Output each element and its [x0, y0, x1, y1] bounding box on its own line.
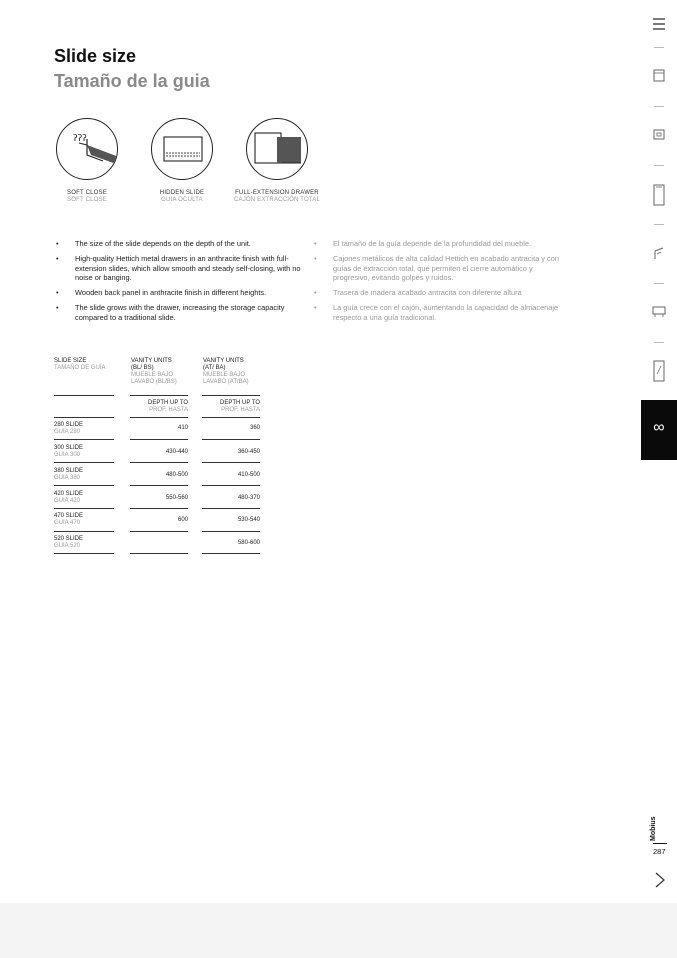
bullet-item: • The size of the slide depends on the depth of the unit. [56, 239, 301, 248]
row-rule [130, 417, 188, 418]
menu-icon[interactable] [651, 16, 667, 32]
row-rule [54, 417, 114, 418]
row-rule [54, 508, 114, 509]
door-icon[interactable] [651, 360, 667, 382]
row-rule [130, 485, 188, 486]
header-vanity-at-ba [203, 358, 249, 386]
depth-label: DEPTH UP TO [147, 400, 188, 406]
header-label: VANITY UNITS [203, 358, 244, 364]
sidebar-divider [654, 47, 664, 48]
tall-cabinet-icon[interactable] [651, 184, 667, 206]
header-label: (AT/ BA) [203, 365, 226, 371]
header-rule [202, 395, 260, 396]
depth-label-es: PROF. HASTA [149, 407, 188, 413]
row-rule [130, 439, 188, 440]
row-rule [202, 462, 260, 463]
table-cell: 480-370 [237, 495, 260, 501]
bullet-list-en [56, 239, 301, 328]
bullet-item: • High-quality Hettich metal drawers in an anthracite finish with full-extension slides, which allow smooth and steady self-closing, with no noise or banging. [56, 254, 301, 282]
sidebar-divider [654, 224, 664, 225]
row-label: 470 SLIDE [54, 513, 84, 519]
sidebar-divider [654, 342, 664, 343]
page-title: Slide size [54, 46, 137, 66]
row-label-es: GUIA 280 [54, 429, 81, 435]
row-label-es: GUIA 470 [54, 520, 81, 526]
feature-label-es: GUIA OCULTA [161, 197, 203, 203]
feature-label: HIDDEN SLIDE [159, 190, 205, 196]
table-cell: 580-600 [237, 540, 260, 546]
row-label: 280 SLIDE [54, 422, 84, 428]
table-cell: 360 [249, 425, 260, 431]
table-cell: 530-540 [237, 517, 260, 523]
depth-header [202, 400, 260, 414]
row-label: 420 SLIDE [54, 491, 84, 497]
header-label-es: LAVABO (AT/BA) [203, 379, 249, 385]
header-label: (BL/ BS) [131, 365, 154, 371]
table-cell: 360-450 [237, 449, 260, 455]
header-label: SLIDE SIZE [54, 358, 87, 364]
mirror-icon[interactable] [651, 303, 667, 319]
header-label-es: MUEBLE BAJO [131, 372, 174, 378]
row-rule [202, 553, 260, 554]
row-label-es: GUIA 520 [54, 543, 81, 549]
feature-label-es: CAJÓN EXTRACCIÓN TOTAL [233, 197, 321, 203]
feature-full-extension [222, 118, 332, 203]
row-label: 300 SLIDE [54, 445, 84, 451]
table-row-label [54, 468, 83, 482]
header-slide-size [54, 358, 106, 372]
svg-text:ʔʔʔ: ʔʔʔ [73, 134, 87, 144]
page-number-rule [653, 843, 667, 844]
bullet-item: • The slide grows with the drawer, increasing the storage capacity compared to a traditional slide. [56, 303, 301, 322]
drawer-icon[interactable] [651, 126, 667, 142]
row-rule [202, 508, 260, 509]
row-rule [202, 439, 260, 440]
page-subtitle: Tamaño de la guia [54, 71, 210, 91]
depth-label: DEPTH UP TO [219, 400, 260, 406]
infinity-icon[interactable]: ∞ [641, 400, 677, 460]
full-extension-drawer-icon [246, 118, 308, 180]
sidebar-divider [654, 165, 664, 166]
bullet-item: • Wooden back panel in anthracite finish in different heights. [56, 288, 301, 297]
depth-header [130, 400, 188, 414]
bullet-item: • El tamaño de la guía depende de la profundidad del mueble. [314, 239, 559, 248]
header-label-es: MUEBLE BAJO [203, 372, 246, 378]
table-cell: 550-560 [165, 495, 188, 501]
row-label-es: GUIA 420 [54, 498, 81, 504]
table-row-label [54, 513, 83, 527]
header-vanity-bl-bs [131, 358, 177, 386]
row-rule [130, 553, 188, 554]
row-label-es: GUIA 300 [54, 452, 81, 458]
row-label: 520 SLIDE [54, 536, 84, 542]
feature-soft-close [32, 118, 142, 203]
row-rule [130, 508, 188, 509]
chevron-right-icon[interactable] [652, 870, 668, 890]
table-cell: 410-500 [237, 472, 260, 478]
feature-label-es: SOFT CLOSE [67, 197, 107, 203]
header-label-es: LAVABO (BL/BS) [131, 379, 177, 385]
table-row-label [54, 491, 83, 505]
table-row-label [54, 536, 83, 550]
header-rule [54, 395, 114, 396]
row-rule [130, 531, 188, 532]
bullet-item: • Trasera de madera acabado antracita con diferente altura [314, 288, 559, 297]
feature-hidden-slide [127, 118, 237, 203]
row-rule [202, 417, 260, 418]
row-rule [54, 439, 114, 440]
sidebar-divider [654, 106, 664, 107]
brand-name: Mobius [650, 816, 657, 841]
feature-icons [54, 118, 344, 208]
header-label: VANITY UNITS [131, 358, 172, 364]
header-rule [130, 395, 188, 396]
faucet-icon[interactable] [651, 245, 667, 261]
table-cell: 480-500 [165, 472, 188, 478]
table-cell: 410 [177, 425, 188, 431]
cabinet-icon[interactable] [651, 67, 667, 83]
header-label-es: TAMAÑO DE GUÍA [54, 365, 106, 371]
row-label-es: GUIA 380 [54, 475, 81, 481]
table-row-label [54, 422, 83, 436]
bullet-item: • La guía crece con el cajón, aumentando la capacidad de almacenaje respecto a una guía tradicional. [314, 303, 559, 322]
page-number: 287 [653, 847, 666, 856]
depth-label-es: PROF. HASTA [221, 407, 260, 413]
bullet-item: • Cajones metálicos de alta calidad Hettich en acabado antracita y con guías de extracción total, que permiten el cierre automático y progresivo, evitando golpes y ruidos. [314, 254, 559, 282]
row-rule [202, 485, 260, 486]
soft-close-icon [56, 118, 118, 180]
row-rule [54, 485, 114, 486]
sidebar-nav [641, 0, 677, 903]
brand-label [650, 805, 670, 841]
row-label: 380 SLIDE [54, 468, 84, 474]
row-rule [130, 462, 188, 463]
table-cell: 600 [177, 517, 188, 523]
bullet-list-es [314, 239, 559, 328]
row-rule [202, 531, 260, 532]
footer-band [0, 903, 677, 958]
row-rule [54, 553, 114, 554]
sidebar-divider [654, 283, 664, 284]
hidden-slide-icon [151, 118, 213, 180]
row-rule [54, 462, 114, 463]
table-row-label [54, 445, 83, 459]
table-cell: 430-440 [165, 449, 188, 455]
row-rule [54, 531, 114, 532]
feature-label: SOFT CLOSE [67, 190, 107, 196]
feature-label: FULL-EXTENSION DRAWER [235, 190, 319, 196]
